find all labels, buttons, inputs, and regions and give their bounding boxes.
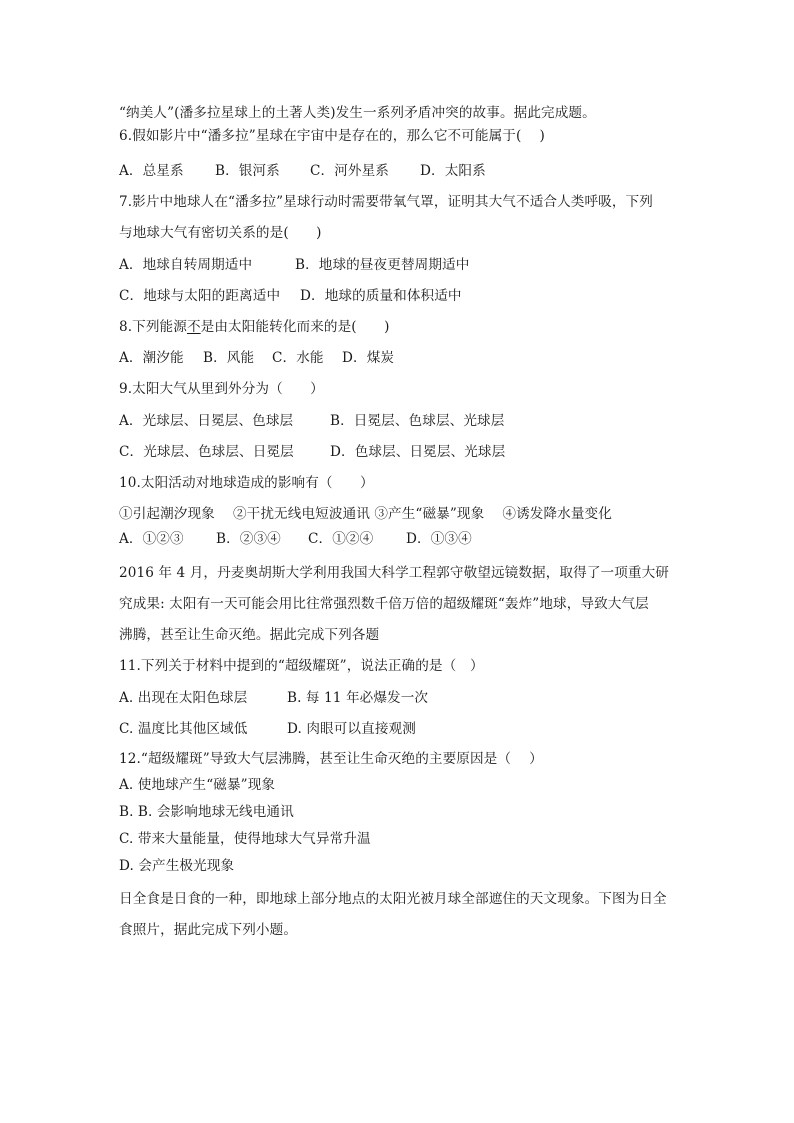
q9-options-ab (119, 412, 504, 430)
q10-option-b: B．②③④ (216, 531, 281, 547)
question-8 (119, 318, 389, 336)
question-9: 9.太阳大气从里到外分为（ ） (119, 381, 324, 397)
q11-options-ab (119, 689, 428, 707)
question-12: 12.“超级耀斑”导致大气层沸腾，甚至让生命灭绝的主要原因是（ ） (119, 751, 543, 767)
q9-option-c: C．光球层、色球层、日冕层 (119, 444, 294, 460)
q9-option-a: A．光球层、日冕层、色球层 (119, 413, 294, 429)
passage-line-1: 2016 年 4 月，丹麦奥胡斯大学利用我国大科学工程郭守敬望远镜数据，取得了一项重大研 (119, 565, 669, 581)
q7-option-a: A．地球自转周期适中 (119, 257, 253, 273)
q6-option-b: B．银河系 (215, 163, 280, 179)
q7-options-ab (119, 256, 469, 274)
q12-option-c: C. 带来大量能量，使得地球大气异常升温 (119, 831, 371, 847)
q7-option-b: B．地球的昼夜更替周期适中 (295, 257, 470, 273)
q11-options-cd (119, 720, 416, 738)
q6-options (119, 162, 486, 180)
eclipse-passage-line-1: 日全食是日食的一种，即地球上部分地点的太阳光被月球全部遮住的天文现象。下图为日全 (119, 891, 667, 907)
q10-options (119, 530, 472, 548)
q11-option-d: D. 肉眼可以直接观测 (287, 721, 416, 737)
q8-suffix: 是由太阳能转化而来的是( ) (200, 319, 390, 335)
q9-option-b: B．日冕层、色球层、光球层 (330, 413, 505, 429)
q8-underlined-word: 不 (186, 319, 201, 335)
question-11: 11.下列关于材料中提到的“超级耀斑”，说法正确的是（ ） (119, 658, 484, 674)
eclipse-passage-line-2: 食照片，据此完成下列小题。 (119, 922, 298, 938)
q10-option-d: D．①③④ (406, 531, 472, 547)
q10-option-a: A．①②③ (119, 531, 184, 547)
passage-line-3: 沸腾，甚至让生命灭绝。据此完成下列各题 (119, 627, 380, 643)
q7-option-c: C．地球与太阳的距离适中 (119, 288, 281, 304)
q11-option-a: A. 出现在太阳色球层 (119, 690, 248, 706)
q6-option-a: A．总星系 (119, 163, 184, 179)
q7-options-cd (119, 287, 462, 305)
q12-option-a: A. 使地球产生“磁暴”现象 (119, 777, 276, 793)
question-6: 6.假如影片中“潘多拉”星球在宇宙中是存在的，那么它不可能属于( ) (119, 128, 545, 144)
q8-option-c: C．水能 (272, 350, 324, 366)
question-7: 7.影片中地球人在“潘多拉”星球行动时需要带氧气罩，证明其大气不适合人类呼吸，下列 (119, 194, 653, 210)
q12-option-b: B. B. 会影响地球无线电通讯 (119, 804, 294, 820)
q8-option-d: D．煤炭 (342, 350, 395, 366)
question-10: 10.太阳活动对地球造成的影响有（ ） (119, 475, 374, 491)
q7-option-d: D．地球的质量和体积适中 (300, 288, 462, 304)
q10-option-c: C．①②④ (308, 531, 374, 547)
question-7-cont: 与地球大气有密切关系的是( ) (119, 225, 322, 241)
q10-statements: ①引起潮汐现象 ②干扰无线电短波通讯 ③产生“磁暴”现象 ④诱发降水量变化 (119, 506, 612, 522)
q8-prefix: 8.下列能源 (119, 319, 187, 335)
q6-option-d: D．太阳系 (420, 163, 486, 179)
q9-options-cd (119, 443, 505, 461)
q11-option-c: C. 温度比其他区域低 (119, 721, 248, 737)
q9-option-d: D．色球层、日冕层、光球层 (330, 444, 506, 460)
text-line: “纳美人”(潘多拉星球上的土著人类)发生一系列矛盾冲突的故事。据此完成题。 (119, 105, 596, 121)
q8-option-b: B．风能 (203, 350, 255, 366)
q12-option-d: D. 会产生极光现象 (119, 858, 235, 874)
passage-line-2: 究成果: 太阳有一天可能会用比往常强烈数千倍万倍的超级耀斑“轰炸”地球，导致大气层 (119, 596, 649, 612)
q11-option-b: B. 每 11 年必爆发一次 (287, 690, 429, 706)
q8-option-a: A．潮汐能 (119, 350, 184, 366)
q8-options (119, 349, 394, 367)
q6-option-c: C．河外星系 (310, 163, 389, 179)
